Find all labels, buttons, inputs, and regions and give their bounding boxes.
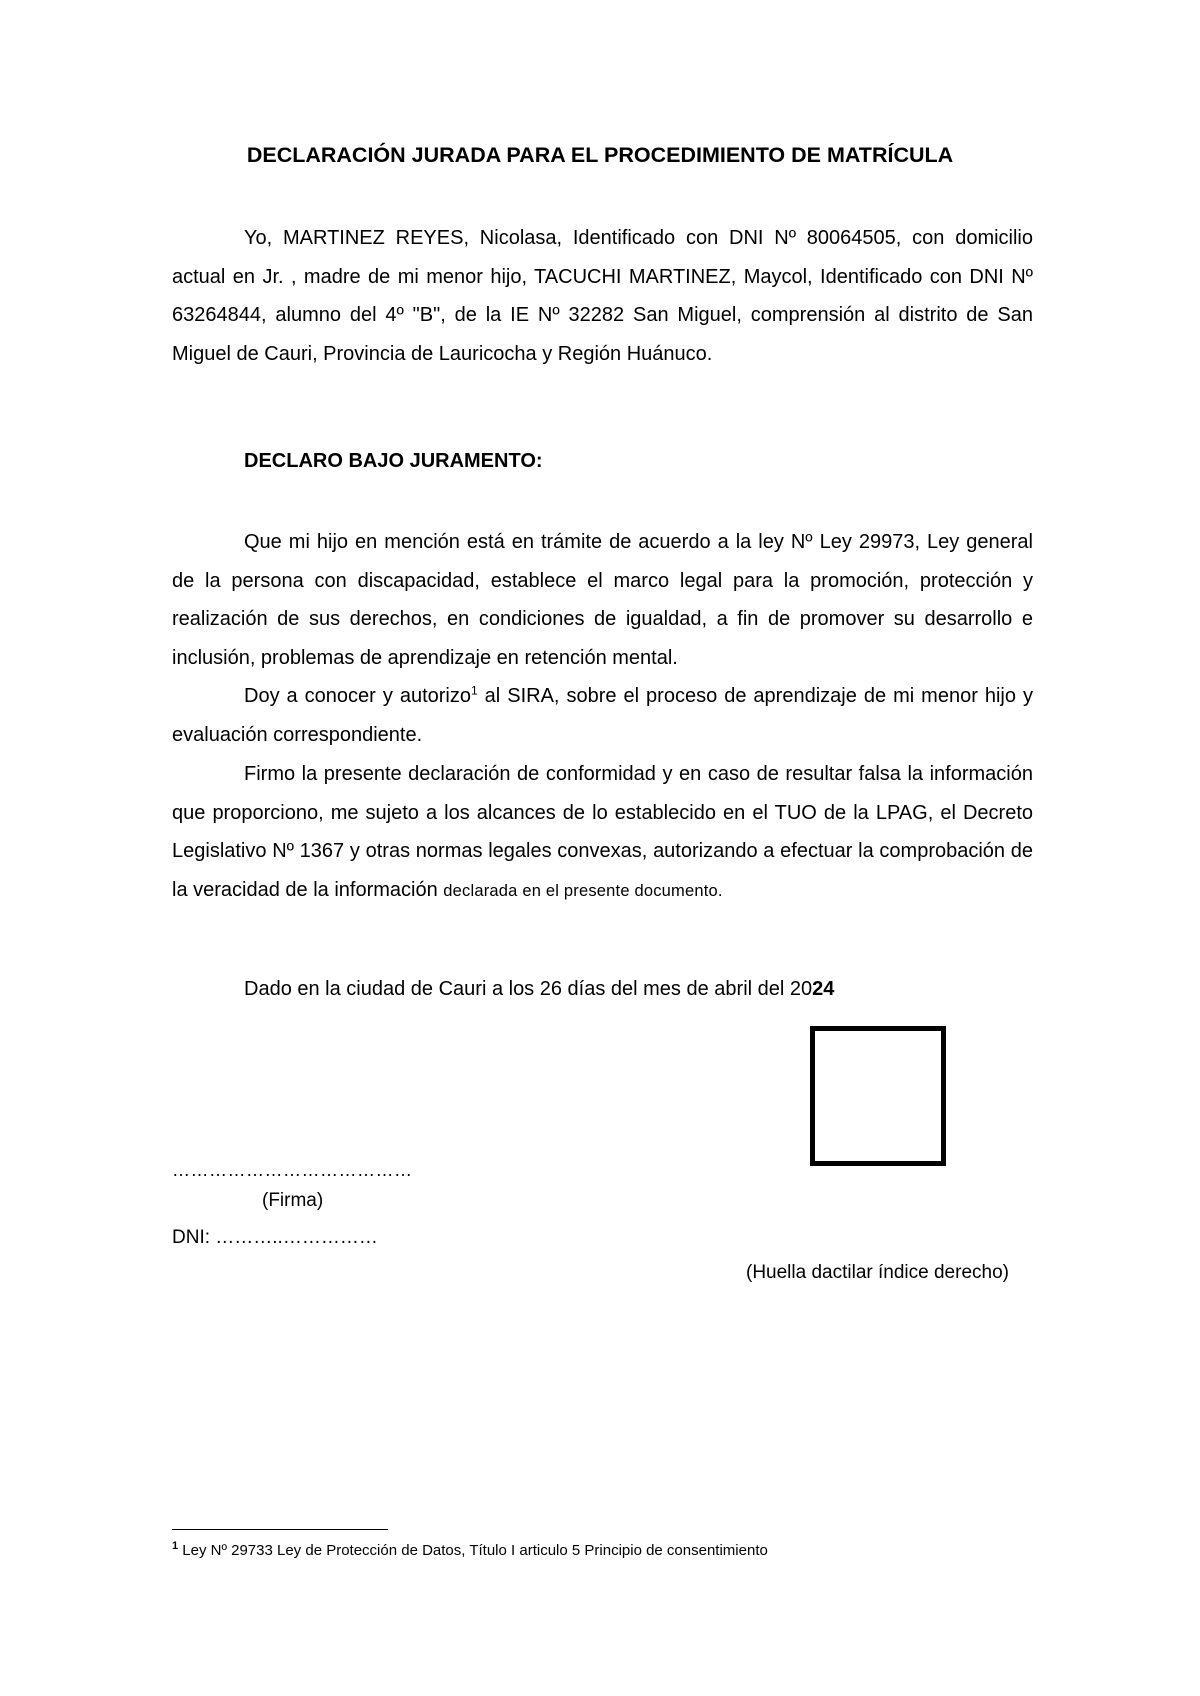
- consent-text-small: declarada en el presente documento.: [443, 881, 723, 900]
- footnote: [172, 1542, 768, 1559]
- dni-line: DNI: ………..……………: [172, 1227, 378, 1248]
- footnote-text: Ley Nº 29733 Ley de Protección de Datos, Título I articulo 5 Principio de consentimiento: [178, 1542, 768, 1559]
- signature-line: …………………………………: [172, 1160, 413, 1180]
- intro-paragraph: Yo, MARTINEZ REYES, Nicolasa, Identificado con DNI Nº 80064505, con domicilio actual en Jr. , madre de mi menor hijo, TACUCHI MARTINEZ, Maycol, Identificado con DNI Nº 63264844, alumno del 4º "B", de la IE Nº 32282 San Miguel, comprensión al distrito de San Miguel de Cauri, Provincia de Lauricocha y Región Huánuco.: [172, 227, 1033, 365]
- signature-label: (Firma): [262, 1190, 324, 1211]
- paragraph-law: Que mi hijo en mención está en trámite de acuerdo a la ley Nº Ley 29973, Ley general de la persona con discapacidad, establece el marco legal para la promoción, protección y realización de sus derechos, en condiciones de igualdad, a fin de promover su desarrollo e inclusión, problemas de aprendizaje en retención mental.: [172, 531, 1033, 669]
- fingerprint-label: (Huella dactilar índice derecho): [746, 1262, 1009, 1283]
- footnote-separator: [172, 1529, 388, 1530]
- authorization-text-rest: al SIRA, sobre el proceso de aprendizaje de mi menor hijo y evaluación correspondiente.: [172, 685, 1033, 746]
- paragraph-signature-consent: [172, 755, 1033, 910]
- date-year-bold: 24: [812, 978, 835, 1000]
- date-place-line: [244, 978, 834, 1001]
- footnote-reference: 1: [470, 683, 478, 698]
- consent-text: Firmo la presente declaración de conformidad y en caso de resultar falsa la información que proporciono, me sujeto a los alcances de lo establecido en el TUO de la LPAG, el Decreto Legislativo Nº 1367 y otras normas legales convexas, autorizando a efectuar la comprobación de la veracidad de la información: [172, 763, 1033, 901]
- paragraph-authorization: [172, 677, 1033, 754]
- document-title: DECLARACIÓN JURADA PARA EL PROCEDIMIENTO DE MATRÍCULA: [246, 143, 954, 167]
- fingerprint-box: [810, 1026, 946, 1166]
- declaration-heading: DECLARO BAJO JURAMENTO:: [244, 450, 543, 472]
- date-place-text: Dado en la ciudad de Cauri a los 26 días del mes de abril del 20: [244, 978, 813, 1000]
- footnote-mark: 1: [172, 1540, 179, 1552]
- authorization-text: Doy a conocer y autorizo: [244, 685, 471, 707]
